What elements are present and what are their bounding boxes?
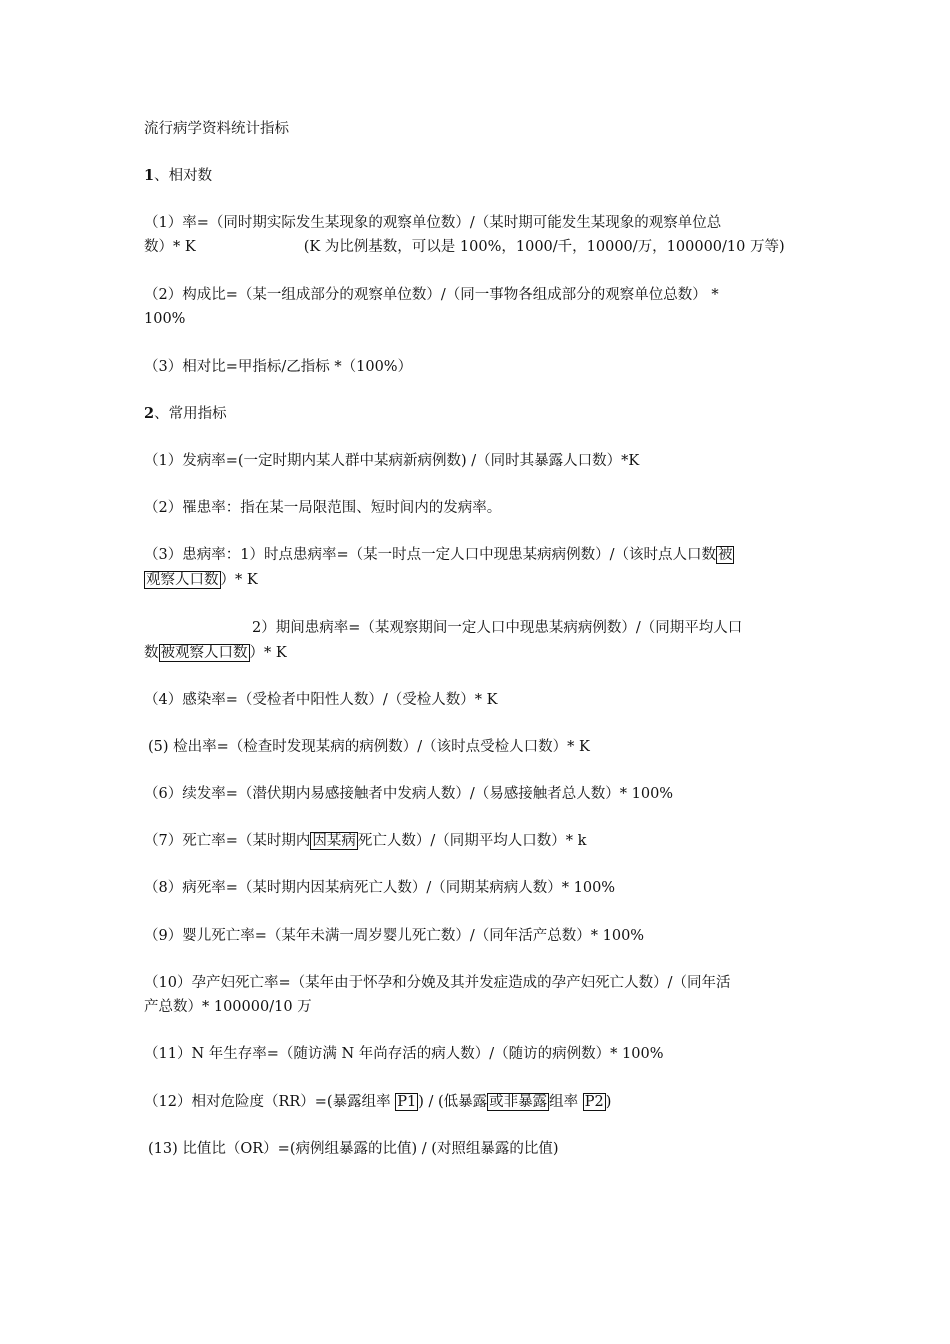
rate-formula-line2 bbox=[144, 237, 785, 257]
section-heading-relative-numbers bbox=[144, 166, 212, 186]
mortality-rate-tail: 死亡人数）/（同期平均人口数）* k bbox=[357, 833, 587, 849]
infant-mortality-rate-formula: （9）婴儿死亡率=（某年未满一周岁婴儿死亡数）/（同年活产总数）* 100% bbox=[144, 928, 645, 944]
period-prevalence-text: 数 bbox=[144, 645, 159, 661]
mortality-rate-formula bbox=[144, 831, 586, 851]
rate-formula-line1: （1）率=（同时期实际发生某现象的观察单位数）/（某时期可能发生某现象的观察单位总 bbox=[144, 215, 722, 231]
boxed-text: 观察人口数 bbox=[146, 572, 219, 588]
proportion-formula-line2: 100% bbox=[144, 311, 186, 327]
document-title: 流行病学资料统计指标 bbox=[144, 121, 289, 137]
infection-rate-formula: （4）感染率=（受检者中阳性人数）/（受检人数）* K bbox=[144, 692, 498, 708]
survival-rate-formula: （11）N 年生存率=（随访满 N 年尚存活的病人数）/（随访的病例数）* 100% bbox=[144, 1046, 664, 1062]
incidence-rate-formula: （1）发病率=(一定时期内某人群中某病新病例数) /（同时其暴露人口数）*K bbox=[144, 453, 640, 469]
detection-rate-formula: (5) 检出率=（检查时发现某病的病例数）/（该时点受检人口数）* K bbox=[148, 739, 590, 755]
point-prevalence-line1 bbox=[144, 545, 734, 565]
period-prevalence-tail: ）* K bbox=[249, 645, 287, 661]
section-number: 1 bbox=[144, 167, 155, 184]
period-prevalence-line2 bbox=[144, 643, 287, 663]
attack-rate-definition: （2）罹患率：指在某一局限范围、短时间内的发病率。 bbox=[144, 500, 502, 516]
relative-risk-text: （12）相对危险度（RR）=(暴露组率 bbox=[144, 1094, 396, 1110]
rate-formula-note: (K 为比例基数，可以是 100%，1000/千，10000/万，100000/10 万等) bbox=[303, 239, 785, 255]
relative-risk-text: 组率 bbox=[549, 1094, 583, 1110]
boxed-text: 或非暴露 bbox=[489, 1094, 548, 1110]
maternal-mortality-line2: 产总数）* 100000/10 万 bbox=[144, 999, 312, 1015]
relative-risk-text: ) bbox=[605, 1094, 612, 1110]
secondary-attack-rate-formula: （6）续发率=（潜伏期内易感接触者中发病人数）/（易感接触者总人数）* 100% bbox=[144, 786, 674, 802]
boxed-text: P1 bbox=[397, 1094, 417, 1110]
relative-ratio-formula: （3）相对比=甲指标/乙指标 *（100%） bbox=[144, 359, 413, 375]
rate-formula-tail: 数）* K bbox=[144, 239, 196, 255]
odds-ratio-formula: (13) 比值比（OR）=(病例组暴露的比值) / (对照组暴露的比值) bbox=[148, 1141, 559, 1157]
boxed-text: 被观察人口数 bbox=[160, 645, 248, 661]
mortality-rate-text: （7）死亡率=（某时期内 bbox=[144, 833, 311, 849]
section-label: 、常用指标 bbox=[154, 406, 227, 422]
boxed-text: 被 bbox=[717, 547, 733, 563]
relative-risk-text: ) / (低暴露 bbox=[418, 1094, 488, 1110]
section-label: 、相对数 bbox=[154, 168, 213, 184]
boxed-text: 因某病 bbox=[312, 833, 356, 849]
point-prevalence-tail: ）* K bbox=[220, 572, 258, 588]
maternal-mortality-line1: （10）孕产妇死亡率=（某年由于怀孕和分娩及其并发症造成的孕产妇死亡人数）/（同年活 bbox=[144, 975, 731, 991]
boxed-text: P2 bbox=[584, 1094, 604, 1110]
point-prevalence-line2 bbox=[144, 570, 258, 590]
period-prevalence-line1: 2）期间患病率=（某观察期间一定人口中现患某病病例数）/（同期平均人口 bbox=[252, 620, 743, 636]
relative-risk-formula bbox=[144, 1092, 611, 1112]
section-number: 2 bbox=[144, 405, 155, 422]
section-heading-common-indicators bbox=[144, 404, 227, 424]
case-fatality-rate-formula: （8）病死率=（某时期内因某病死亡人数）/（同期某病病人数）* 100% bbox=[144, 880, 616, 896]
point-prevalence-text: （3）患病率：1）时点患病率=（某一时点一定人口中现患某病病例数）/（该时点人口数 bbox=[144, 547, 716, 563]
proportion-formula-line1: （2）构成比=（某一组成部分的观察单位数）/（同一事物各组成部分的观察单位总数） * bbox=[144, 287, 719, 303]
